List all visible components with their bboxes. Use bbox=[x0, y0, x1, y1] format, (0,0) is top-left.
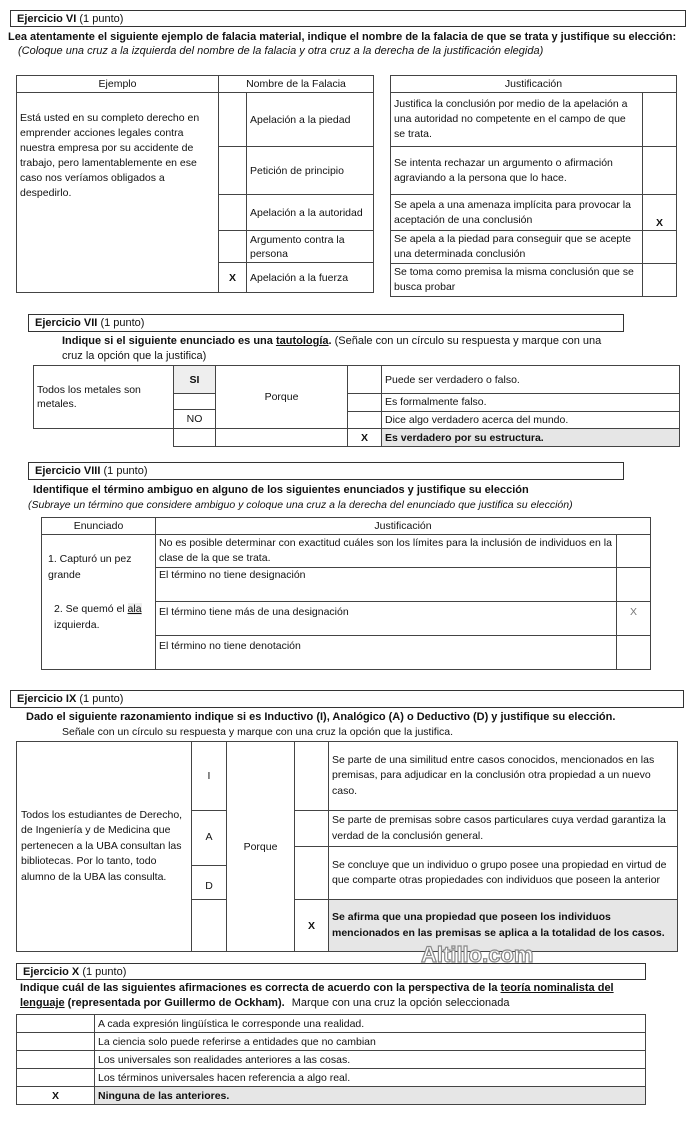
ex6-justification-table bbox=[390, 75, 677, 297]
ex6-left-table bbox=[16, 75, 374, 293]
ex9-mark[interactable] bbox=[295, 742, 329, 811]
ex7-mark[interactable] bbox=[348, 394, 381, 412]
ex6-justification-mark[interactable]: X bbox=[643, 195, 677, 231]
ex10-mark[interactable]: X bbox=[17, 1087, 95, 1105]
ex6-justification-option[interactable]: Se toma como premisa la misma conclusión que se busca probar bbox=[391, 264, 643, 297]
ex8-option[interactable]: El término no tiene designación bbox=[156, 568, 617, 602]
ex8-title: Ejercicio VIII bbox=[35, 465, 101, 477]
ex6-name-option[interactable]: Apelación a la fuerza bbox=[247, 263, 374, 293]
ex7-empty bbox=[34, 429, 174, 447]
ex6-name-option[interactable]: Argumento contra la persona bbox=[247, 231, 374, 263]
ex9-instruction: Dado el siguiente razonamiento indique si es Inductivo (I), Analógico (A) o Deductivo (D) y justifique su elección. bbox=[26, 711, 616, 723]
ex7-header bbox=[28, 314, 624, 332]
ex9-option-letter[interactable]: I bbox=[192, 742, 227, 811]
ex6-justification-mark[interactable] bbox=[643, 93, 677, 147]
ex8-statement-2-pre: 2. Se quemó el bbox=[54, 603, 128, 615]
ex6-justification-mark[interactable] bbox=[643, 231, 677, 264]
ex10-note: Marque con una cruz la opción seleccionada bbox=[291, 997, 510, 1009]
ex6-name-mark[interactable] bbox=[219, 231, 247, 263]
ex8-statements-cell bbox=[42, 535, 156, 670]
ex6-name-mark[interactable] bbox=[219, 195, 247, 231]
ex7-mark[interactable]: X bbox=[348, 429, 382, 447]
ex6-justification-option[interactable]: Se intenta rechazar un argumento o afirmación agraviando a la persona que lo hace. bbox=[391, 147, 643, 195]
ex8-option[interactable]: No es posible determinar con exactitud cuáles son los límites para la inclusión de individuos en la clase de la que se trata. bbox=[156, 535, 617, 568]
ex8-points: (1 punto) bbox=[103, 465, 148, 477]
ex8-header bbox=[28, 462, 624, 480]
ex6-name-mark[interactable] bbox=[219, 93, 247, 147]
ex7-option[interactable]: Puede ser verdadero o falso. bbox=[382, 366, 680, 394]
ex9-table bbox=[16, 741, 678, 952]
ex6-col-name: Nombre de la Falacia bbox=[219, 76, 374, 93]
ex9-option[interactable]: Se concluye que un individuo o grupo posee una propiedad en virtud de que comparte otras propiedades con individuos que poseen la anterior bbox=[329, 847, 678, 900]
ex7-empty bbox=[174, 429, 216, 447]
ex9-header bbox=[10, 690, 684, 708]
ex9-mark[interactable]: X bbox=[295, 900, 329, 952]
ex8-ambiguous-term[interactable]: ala bbox=[127, 603, 142, 615]
ex8-mark[interactable] bbox=[617, 568, 651, 602]
ex7-mark[interactable] bbox=[348, 366, 382, 394]
ex7-porque: Porque bbox=[216, 366, 348, 429]
ex7-term: tautología bbox=[275, 335, 329, 347]
ex7-instruction-post: . bbox=[328, 335, 332, 347]
ex9-argument: Todos los estudiantes de Derecho, de Ingeniería y de Medicina que pertenecen a la UBA consultan las bibliotecas. Por lo tanto, todo alumno de la UBA las consulta. bbox=[17, 742, 192, 952]
ex7-option-no-cell bbox=[174, 394, 216, 429]
ex6-name-option[interactable]: Apelación a la autoridad bbox=[247, 195, 374, 231]
ex8-note: (Subraye un término que considere ambiguo y coloque una cruz a la derecha del enunciado que justifica su elección) bbox=[28, 499, 573, 511]
ex10-instruction-block bbox=[20, 981, 660, 1011]
ex9-mark[interactable] bbox=[295, 811, 329, 847]
ex9-option[interactable]: Se parte de una similitud entre casos conocidos, mencionados en las premisas, para adjudicar en la conclusión otra propiedad a un nuevo caso. bbox=[329, 742, 678, 811]
ex8-col-statement: Enunciado bbox=[42, 518, 156, 535]
ex6-note: (Coloque una cruz a la izquierda del nombre de la falacia y otra cruz a la derecha de la justificación elegida) bbox=[18, 45, 544, 57]
ex10-mark[interactable] bbox=[17, 1033, 95, 1051]
ex10-instruction-pre: Indique cuál de las siguientes afirmaciones es correcta de acuerdo con la perspectiva de la bbox=[20, 982, 501, 994]
ex6-name-option[interactable]: Petición de principio bbox=[247, 147, 374, 195]
ex6-col-example: Ejemplo bbox=[17, 76, 219, 93]
ex8-option[interactable]: El término no tiene denotación bbox=[156, 636, 617, 670]
ex8-statement-1: 1. Capturó un pez grande bbox=[48, 553, 132, 581]
ex8-option[interactable]: El término tiene más de una designación bbox=[156, 602, 617, 636]
ex9-note: Señale con un círculo su respuesta y marque con una cruz la opción que la justifica. bbox=[62, 726, 454, 738]
ex7-note: (Señale con un círculo su respuesta y marque con una cruz la opción que la justifica) bbox=[62, 335, 602, 362]
ex8-statement-2 bbox=[48, 601, 151, 633]
ex7-statement: Todos los metales son metales. bbox=[34, 366, 174, 429]
ex6-points: (1 punto) bbox=[79, 13, 124, 25]
ex6-name-mark[interactable]: X bbox=[219, 263, 247, 293]
ex6-name-option[interactable]: Apelación a la piedad bbox=[247, 93, 374, 147]
ex7-title: Ejercicio VII bbox=[35, 317, 98, 329]
ex10-instruction-post: (representada por Guillermo de Ockham). bbox=[64, 997, 285, 1009]
ex6-justification-option[interactable]: Se apela a una amenaza implícita para provocar la aceptación de una conclusión bbox=[391, 195, 643, 231]
ex7-option-no[interactable]: NO bbox=[174, 409, 215, 428]
ex9-mark[interactable] bbox=[295, 847, 329, 900]
ex10-mark[interactable] bbox=[17, 1051, 95, 1069]
ex6-name-mark[interactable] bbox=[219, 147, 247, 195]
ex6-justification-mark[interactable] bbox=[643, 147, 677, 195]
ex10-mark[interactable] bbox=[17, 1015, 95, 1033]
ex7-option[interactable]: Dice algo verdadero acerca del mundo. bbox=[385, 414, 569, 426]
ex10-mark[interactable] bbox=[17, 1069, 95, 1087]
ex9-option-letter-a[interactable]: A bbox=[205, 830, 213, 843]
ex7-option-selected[interactable]: Es verdadero por su estructura. bbox=[382, 429, 680, 447]
ex7-option[interactable]: Es formalmente falso. bbox=[382, 394, 679, 412]
ex9-option-selected[interactable]: Se afirma que una propiedad que poseen los individuos mencionados en las premisas se aplica a la totalidad de los casos. bbox=[329, 900, 678, 952]
ex6-instruction-block bbox=[8, 30, 692, 58]
ex10-term: teoría nominalista del lenguaje bbox=[20, 982, 614, 1009]
ex6-justification-option[interactable]: Justifica la conclusión por medio de la apelación a una autoridad no competente en el campo de que se trata. bbox=[391, 93, 643, 147]
ex6-col-justification: Justificación bbox=[391, 76, 677, 93]
ex8-col-justification: Justificación bbox=[156, 518, 651, 535]
ex10-points: (1 punto) bbox=[82, 966, 127, 978]
ex7-marks-cell bbox=[348, 394, 382, 429]
ex7-instruction-pre: Indique si el siguiente enunciado es una bbox=[62, 335, 276, 347]
ex6-header bbox=[10, 10, 686, 27]
ex6-justification-option[interactable]: Se apela a la piedad para conseguir que se acepte una determinada conclusión bbox=[391, 231, 643, 264]
ex9-title: Ejercicio IX bbox=[17, 693, 77, 705]
ex9-porque: Porque bbox=[227, 742, 295, 952]
ex8-mark[interactable]: X bbox=[617, 602, 651, 636]
ex6-title: Ejercicio VI bbox=[17, 13, 77, 25]
ex10-table bbox=[16, 1014, 646, 1105]
ex10-option[interactable]: Los términos universales hacen referencia a algo real. bbox=[95, 1069, 646, 1087]
ex9-option-letter-d[interactable]: D bbox=[205, 880, 213, 892]
ex8-table bbox=[41, 517, 651, 670]
ex7-table bbox=[33, 365, 680, 447]
ex10-option[interactable]: Los universales son realidades anteriores a las cosas. bbox=[95, 1051, 646, 1069]
ex7-points: (1 punto) bbox=[100, 317, 145, 329]
ex10-option[interactable]: La ciencia solo puede referirse a entidades que no cambian bbox=[95, 1033, 646, 1051]
ex7-mark[interactable] bbox=[348, 412, 381, 428]
ex6-example: Está usted en su completo derecho en emprender acciones legales contra nuestra empresa por su accidente de trabajo, pero lamentablemente en ese caso nos veríamos obligados a despedirlo. bbox=[17, 93, 219, 293]
ex10-option-selected[interactable]: Ninguna de las anteriores. bbox=[95, 1087, 646, 1105]
ex8-statement-2-post: izquierda. bbox=[54, 619, 100, 631]
ex7-instruction-block bbox=[62, 334, 622, 364]
ex6-justification-mark[interactable] bbox=[643, 264, 677, 297]
ex9-option-letter bbox=[192, 880, 227, 952]
ex7-options-cell bbox=[382, 394, 680, 429]
watermark-logo: Altillo.com bbox=[421, 942, 534, 967]
ex9-points: (1 punto) bbox=[79, 693, 124, 705]
ex9-option[interactable]: Se parte de premisas sobre casos particulares cuya verdad garantiza la verdad de la conclusión general. bbox=[329, 811, 678, 847]
ex6-instruction: Lea atentamente el siguiente ejemplo de falacia material, indique el nombre de la falacia de que se trata y justifique su elección: bbox=[8, 31, 677, 43]
ex8-instruction: Identifique el término ambiguo en alguno de los siguientes enunciados y justifique su elección bbox=[33, 484, 529, 496]
ex7-empty bbox=[216, 429, 348, 447]
ex10-header bbox=[16, 963, 646, 980]
ex8-mark[interactable] bbox=[617, 636, 651, 670]
ex10-option[interactable]: A cada expresión lingüística le corresponde una realidad. bbox=[95, 1015, 646, 1033]
ex7-option-yes[interactable]: SI bbox=[174, 366, 216, 394]
ex10-title: Ejercicio X bbox=[23, 966, 80, 978]
ex8-mark[interactable] bbox=[617, 535, 651, 568]
